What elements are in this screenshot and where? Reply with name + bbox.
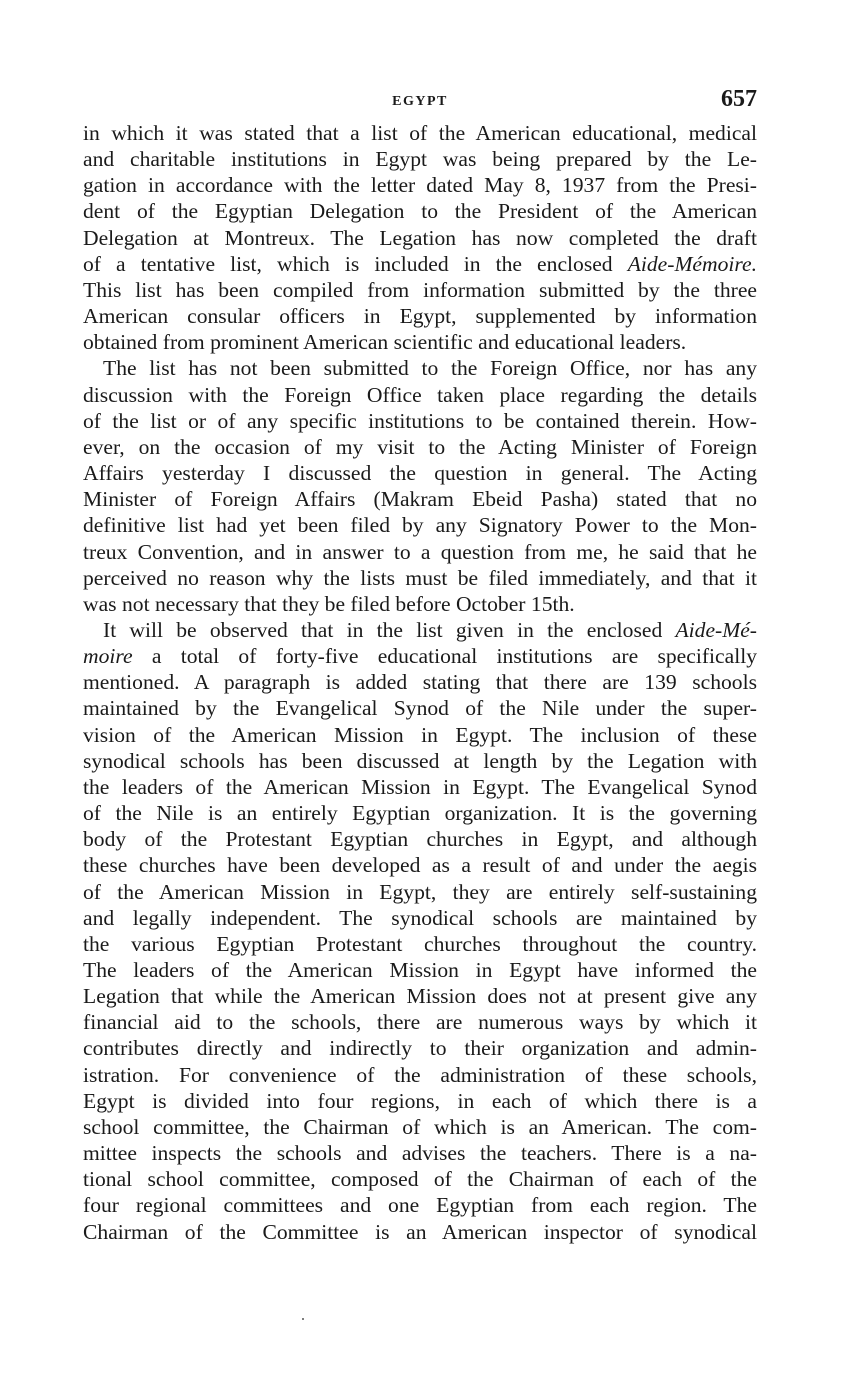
text-line: and charitable institutions in Egypt was being prepared by the Le- <box>83 147 757 172</box>
text-line <box>83 251 757 277</box>
text-line: mittee inspects the schools and advises the teachers. There is a na- <box>83 1141 757 1166</box>
italic-term: Aide-Mé- <box>675 617 757 642</box>
text-line: definitive list had yet been filed by any Signatory Power to the Mon- <box>83 513 757 538</box>
body-text <box>83 120 757 1245</box>
text-line: of the Nile is an entirely Egyptian organization. It is the governing <box>83 801 757 826</box>
text-line: perceived no reason why the lists must be filed immediately, and that it <box>83 565 757 590</box>
text-line: in which it was stated that a list of the American educational, medical <box>83 121 757 145</box>
text-line: Affairs yesterday I discussed the question in general. The Acting <box>83 461 757 486</box>
text-line: was not necessary that they be filed before October 15th. <box>83 591 575 616</box>
text-line: treux Convention, and in answer to a question from me, he said that he <box>83 539 757 564</box>
text-line: Chairman of the Committee is an American inspector of synodical <box>83 1219 757 1244</box>
text-segment: a total of forty-five educational institutions are specifically <box>132 644 757 669</box>
running-header <box>83 86 757 120</box>
text-line: discussion with the Foreign Office taken place regarding the details <box>83 382 757 407</box>
text-line: and legally independent. The synodical schools are maintained by <box>83 905 757 930</box>
text-line: the leaders of the American Mission in Egypt. The Evangelical Synod <box>83 774 757 799</box>
text-line: Legation that while the American Mission does not at present give any <box>83 984 757 1009</box>
text-line: ever, on the occasion of my visit to the Acting Minister of Foreign <box>83 434 757 459</box>
text-line: gation in accordance with the letter dated May 8, 1937 from the Presi- <box>83 173 757 198</box>
text-line: synodical schools has been discussed at length by the Legation with <box>83 748 757 773</box>
text-segment: It will be observed that in the list given in the enclosed <box>103 617 676 642</box>
text-line: istration. For convenience of the administration of these schools, <box>83 1062 757 1087</box>
text-line: of the American Mission in Egypt, they are entirely self-sustaining <box>83 879 757 904</box>
text-line <box>83 617 757 643</box>
text-line: The leaders of the American Mission in Egypt have informed the <box>83 958 757 982</box>
italic-term: Aide-Mémoire. <box>627 251 757 276</box>
text-line: four regional committees and one Egyptian from each region. The <box>83 1193 757 1218</box>
text-line <box>83 643 757 669</box>
text-line: dent of the Egyptian Delegation to the President of the American <box>83 199 757 224</box>
text-line: vision of the American Mission in Egypt. The inclusion of these <box>83 722 757 747</box>
text-line: tional school committee, composed of the Chairman of each of the <box>83 1167 757 1192</box>
text-line: Minister of Foreign Affairs (Makram Ebeid Pasha) stated that no <box>83 487 757 512</box>
paragraph-1 <box>83 120 757 355</box>
text-line: Delegation at Montreux. The Legation has now completed the draft <box>83 225 757 250</box>
text-line: The list has not been submitted to the Foreign Office, nor has any <box>103 356 757 381</box>
page-number: 657 <box>721 86 757 112</box>
text-line: mentioned. A paragraph is added stating that there are 139 schools <box>83 670 757 695</box>
text-line: Egypt is divided into four regions, in each of which there is a <box>83 1088 757 1113</box>
page-speck <box>302 1318 304 1320</box>
text-line: American consular officers in Egypt, supplemented by information <box>83 304 757 329</box>
text-line: these churches have been developed as a result of and under the aegis <box>83 853 757 878</box>
text-line: contributes directly and indirectly to their organization and admin- <box>83 1036 757 1061</box>
document-page <box>83 86 757 1245</box>
paragraph-3 <box>83 617 757 1245</box>
text-line: maintained by the Evangelical Synod of the Nile under the super- <box>83 696 757 721</box>
text-line: body of the Protestant Egyptian churches in Egypt, and although <box>83 827 757 852</box>
italic-term: moire <box>83 644 133 669</box>
paragraph-2 <box>83 355 757 617</box>
text-line: of the list or of any specific institutions to be contained therein. How- <box>83 408 757 433</box>
text-line: obtained from prominent American scientific and educational leaders. <box>83 330 687 355</box>
text-line: This list has been compiled from information submitted by the three <box>83 277 757 302</box>
text-line: the various Egyptian Protestant churches throughout the country. <box>83 931 757 956</box>
text-segment: of a tentative list, which is included in the enclosed <box>83 251 628 276</box>
text-line: school committee, the Chairman of which is an American. The com- <box>83 1114 757 1139</box>
page-header-title: EGYPT <box>392 94 448 109</box>
text-line: financial aid to the schools, there are numerous ways by which it <box>83 1010 757 1035</box>
